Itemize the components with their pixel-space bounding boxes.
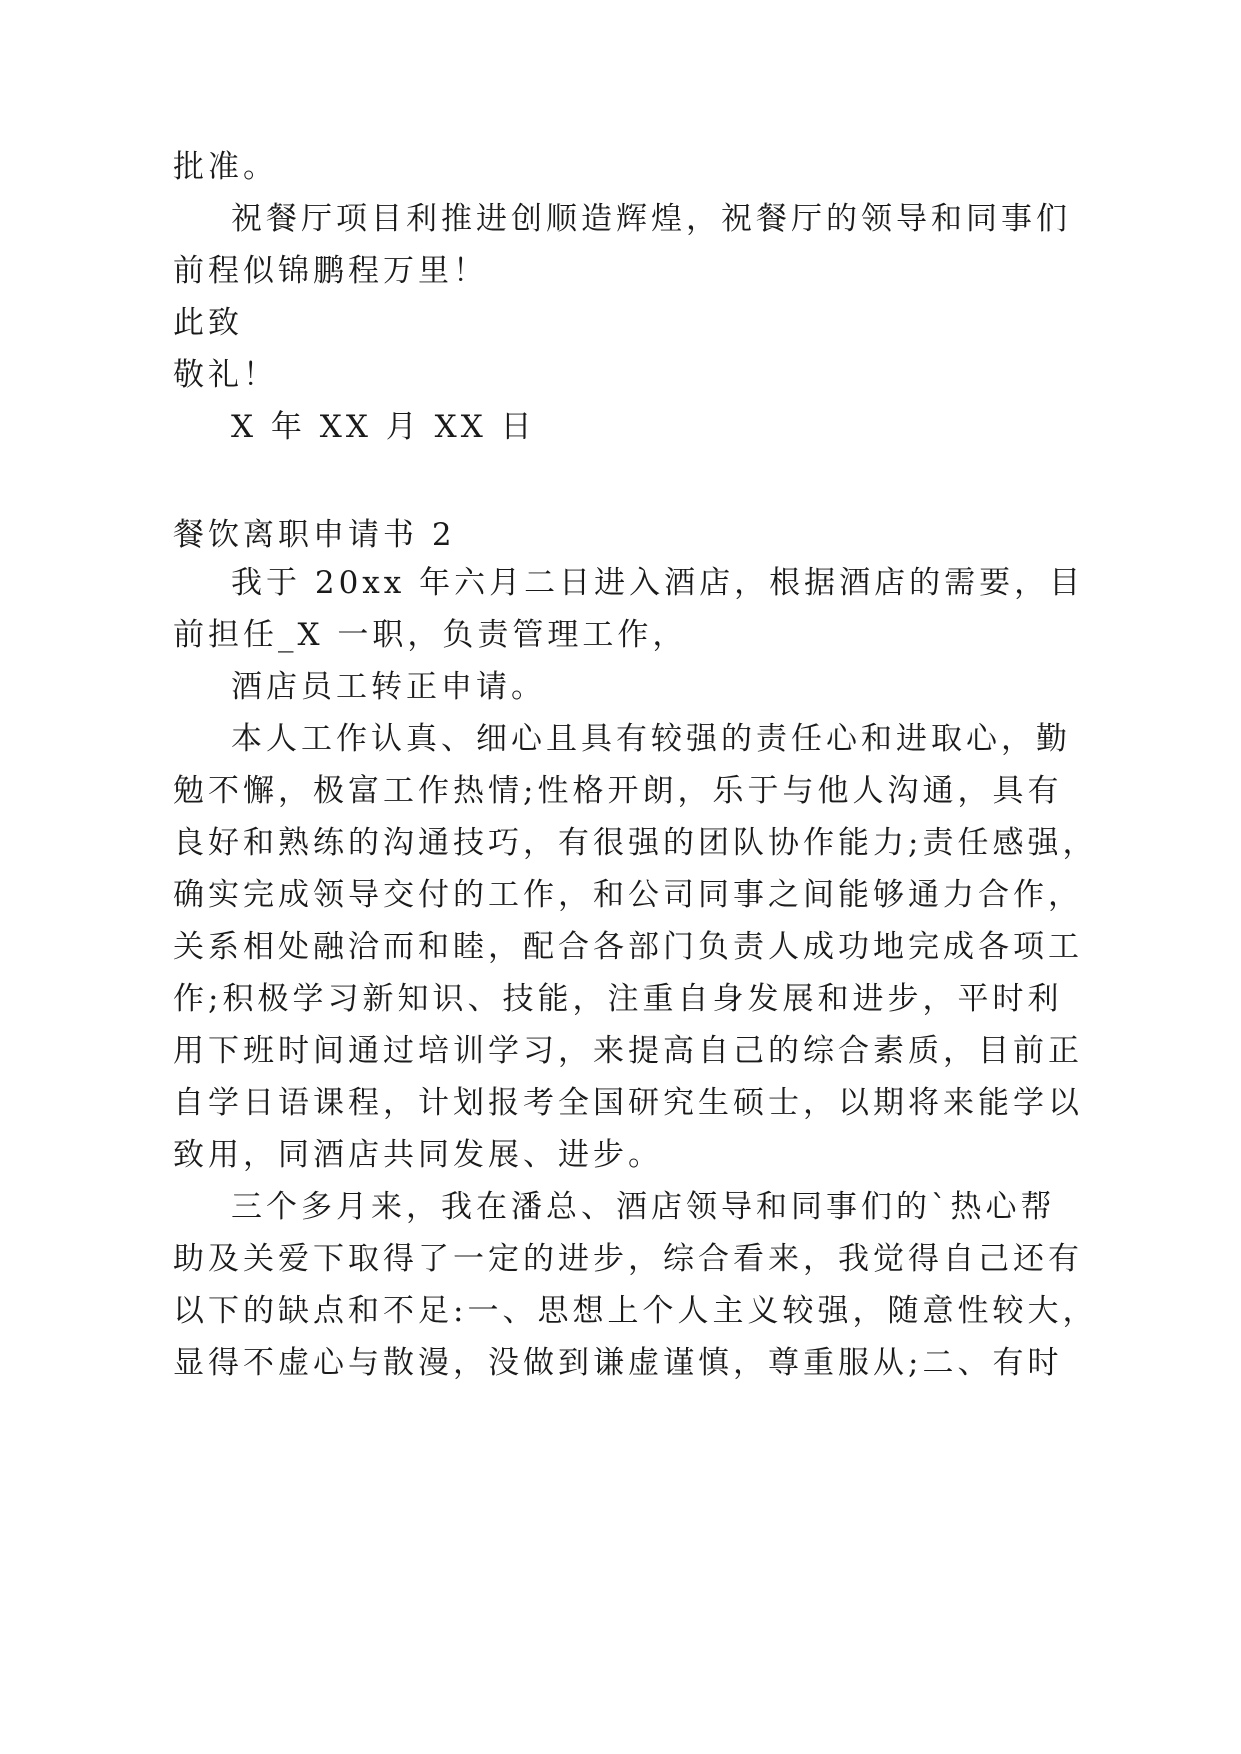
letter1-date: X 年 XX 月 XX 日 (231, 409, 536, 445)
letter2-line: 酒店员工转正申请。 (231, 669, 546, 705)
letter2-line: 我于 20xx 年六月二日进入酒店，根据酒店的需要，目 (231, 565, 1085, 601)
letter2-title: 餐饮离职申请书 2 (173, 517, 456, 553)
letter2-line: 关系相处融洽而和睦，配合各部门负责人成功地完成各项工 (173, 929, 1083, 965)
letter2-line: 用下班时间通过培训学习，来提高自己的综合素质，目前正 (173, 1033, 1083, 1069)
letter2-line: 良好和熟练的沟通技巧，有很强的团队协作能力;责任感强， (173, 825, 1098, 861)
letter2-line: 致用，同酒店共同发展、进步。 (173, 1137, 663, 1173)
letter2-line: 前担任_X 一职，负责管理工作， (173, 617, 688, 653)
letter1-closing-2: 敬礼！ (173, 357, 278, 393)
letter2-line: 自学日语课程，计划报考全国研究生硕士，以期将来能学以 (173, 1085, 1083, 1121)
letter2-line: 显得不虚心与散漫，没做到谦虚谨慎，尊重服从;二、有时 (173, 1345, 1063, 1381)
letter2-line: 作;积极学习新知识、技能，注重自身发展和进步，平时利 (173, 981, 1063, 1017)
letter2-line: 以下的缺点和不足:一、思想上个人主义较强，随意性较大， (173, 1293, 1098, 1329)
letter1-blessing-line2: 前程似锦鹏程万里！ (173, 253, 488, 289)
letter2-line: 勉不懈，极富工作热情;性格开朗，乐于与他人沟通，具有 (173, 773, 1063, 809)
letter1-blessing-line1: 祝餐厅项目利推进创顺造辉煌，祝餐厅的领导和同事们 (231, 201, 1071, 237)
letter2-line: 确实完成领导交付的工作，和公司同事之间能够通力合作， (173, 877, 1083, 913)
letter2-line: 三个多月来，我在潘总、酒店领导和同事们的`热心帮 (231, 1189, 1056, 1225)
letter1-approval-end: 批准。 (173, 149, 278, 185)
letter2-line: 助及关爱下取得了一定的进步，综合看来，我觉得自己还有 (173, 1241, 1083, 1277)
letter2-line: 本人工作认真、细心且具有较强的责任心和进取心，勤 (231, 721, 1071, 757)
letter1-closing-1: 此致 (173, 305, 243, 341)
